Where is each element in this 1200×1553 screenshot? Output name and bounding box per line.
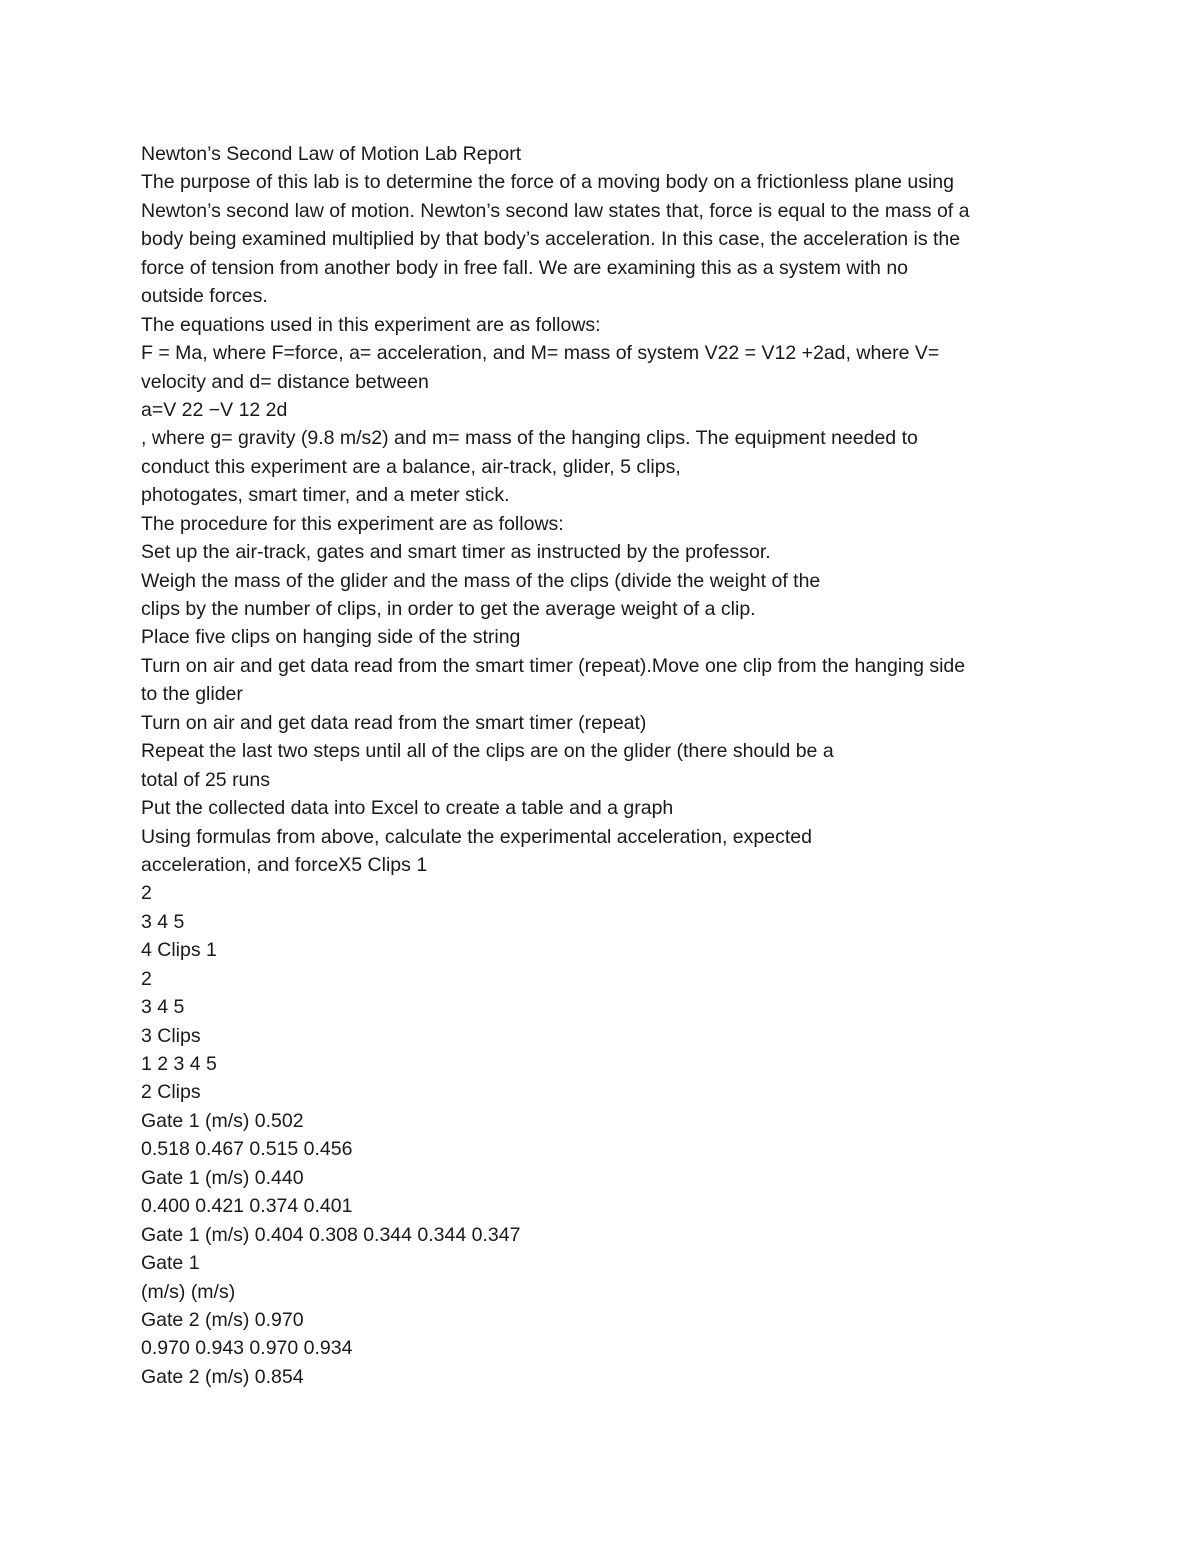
text-line: Newton’s second law of motion. Newton’s second law states that, force is equal to the mass of a — [141, 199, 970, 222]
text-line: photogates, smart timer, and a meter stick. — [141, 484, 510, 507]
data-line: Gate 2 (m/s) 0.854 — [141, 1365, 304, 1388]
procedure-step: Turn on air and get data read from the smart timer (repeat) — [141, 711, 647, 734]
equation-line: a=V 22 −V 12 2d — [141, 398, 288, 421]
text-line: outside forces. — [141, 285, 268, 308]
data-line: Gate 2 (m/s) 0.970 — [141, 1308, 304, 1331]
text-line: F = Ma, where F=force, a= acceleration, and M= mass of system V22 = V12 +2ad, where V= — [141, 342, 940, 365]
text-line: velocity and d= distance between — [141, 370, 429, 393]
data-line: Gate 1 — [141, 1252, 200, 1275]
data-line: 4 Clips 1 — [141, 939, 217, 962]
data-line: (m/s) (m/s) — [141, 1280, 236, 1303]
data-line: 3 4 5 — [141, 910, 185, 933]
data-line: 2 — [141, 967, 152, 990]
text-line: acceleration, and forceX5 Clips 1 — [141, 853, 428, 876]
data-line: 0.518 0.467 0.515 0.456 — [141, 1138, 353, 1161]
procedure-step: Weigh the mass of the glider and the mass of the clips (divide the weight of the — [141, 569, 821, 592]
data-line: 1 2 3 4 5 — [141, 1053, 217, 1075]
data-line: Gate 1 (m/s) 0.404 0.308 0.344 0.344 0.347 — [141, 1223, 521, 1246]
text-line: body being examined multiplied by that body’s acceleration. In this case, the acceleration is the — [141, 228, 961, 251]
data-line: 0.970 0.943 0.970 0.934 — [141, 1337, 353, 1360]
data-line: 3 Clips — [141, 1024, 201, 1047]
data-line: 2 Clips — [141, 1081, 201, 1104]
text-line: force of tension from another body in free fall. We are examining this as a system with no — [141, 256, 909, 279]
document-body — [141, 140, 1081, 1391]
data-line: Gate 1 (m/s) 0.502 — [141, 1109, 304, 1132]
text-line: , where g= gravity (9.8 m/s2) and m= mass of the hanging clips. The equipment needed to — [141, 427, 918, 450]
procedure-step: Place five clips on hanging side of the string — [141, 626, 521, 649]
data-line: 3 4 5 — [141, 996, 185, 1019]
data-line: 2 — [141, 882, 152, 905]
text-line: total of 25 runs — [141, 768, 270, 791]
text-line: The purpose of this lab is to determine the force of a moving body on a frictionless plane using — [141, 171, 954, 194]
text-line: clips by the number of clips, in order to get the average weight of a clip. — [141, 598, 756, 620]
text-line: The procedure for this experiment are as follows: — [141, 512, 564, 535]
procedure-step: Turn on air and get data read from the smart timer (repeat).Move one clip from the hanging side — [141, 654, 966, 677]
text-line: conduct this experiment are a balance, air-track, glider, 5 clips, — [141, 455, 681, 478]
text-line: to the glider — [141, 683, 243, 706]
procedure-step: Using formulas from above, calculate the experimental acceleration, expected — [141, 825, 812, 848]
document-title: Newton’s Second Law of Motion Lab Report — [141, 143, 522, 165]
data-line: 0.400 0.421 0.374 0.401 — [141, 1195, 353, 1218]
procedure-step: Repeat the last two steps until all of the clips are on the glider (there should be a — [141, 740, 834, 763]
text-line: The equations used in this experiment are as follows: — [141, 313, 601, 336]
procedure-step: Set up the air-track, gates and smart timer as instructed by the professor. — [141, 541, 771, 564]
procedure-step: Put the collected data into Excel to create a table and a graph — [141, 797, 674, 820]
data-line: Gate 1 (m/s) 0.440 — [141, 1166, 304, 1189]
